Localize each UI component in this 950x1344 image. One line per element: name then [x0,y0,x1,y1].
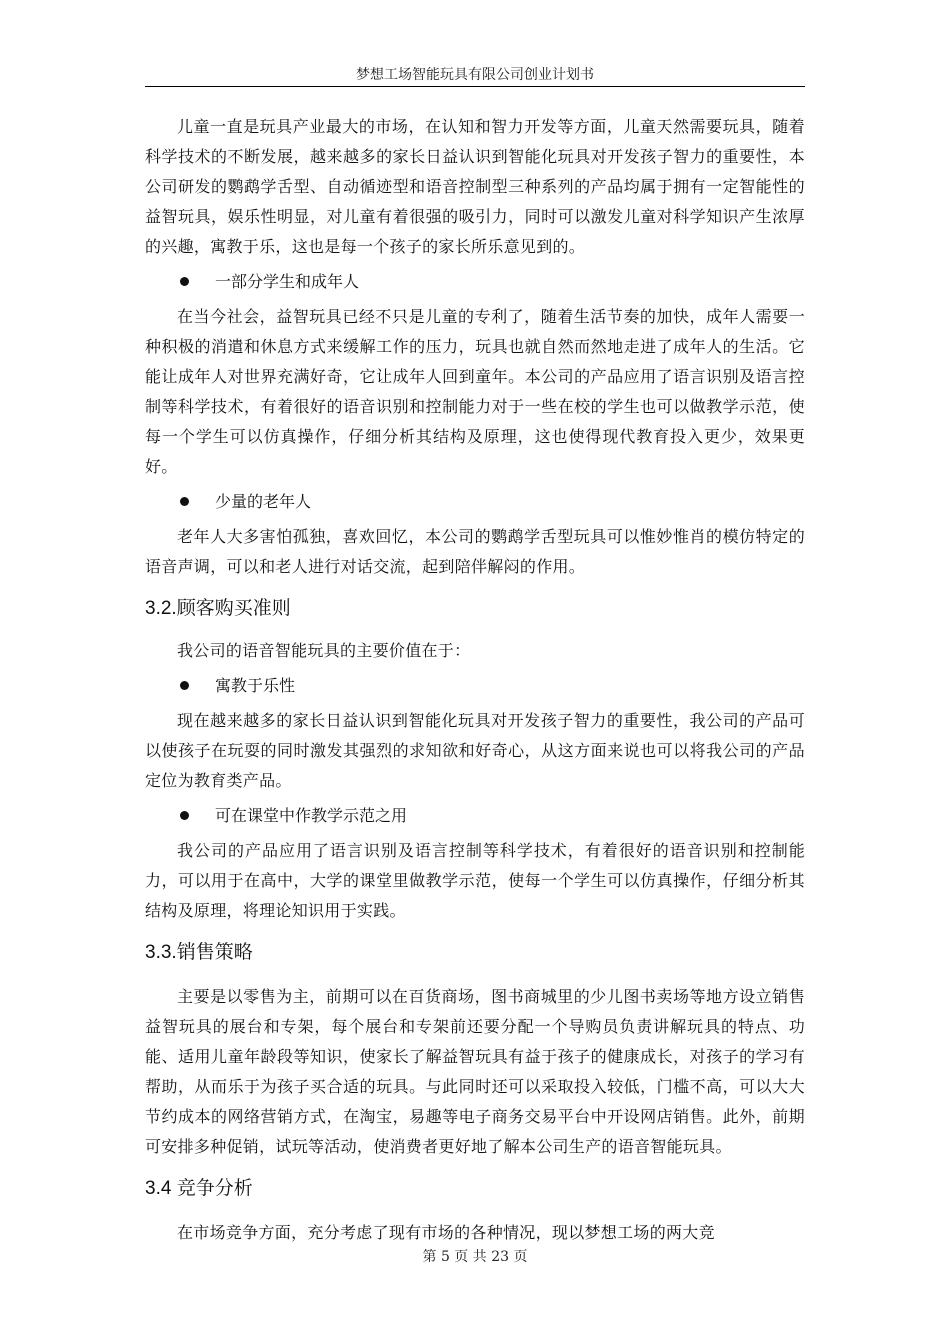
section-number: 3.3. [145,942,177,963]
bullet-item [145,267,805,297]
section-heading-3-4 [145,1174,805,1204]
paragraph: 我公司的语音智能玩具的主要价值在于： [177,641,471,660]
section-title: 销售策略 [176,942,253,963]
paragraph: 现在越来越多的家长日益认识到智能化玩具对开发孩子智力的重要性，我公司的产品可以使孩子在玩耍的同时激发其强烈的求知欲和好奇心，从这方面来说也可以将我公司的产品定位为教育类产品。 [145,711,805,790]
section-title: 顾客购买准则 [176,598,291,619]
page-body [145,112,805,1248]
bullet-text: 寓教于乐性 [215,676,296,695]
bullet-icon [180,497,189,506]
bullet-icon [180,811,189,820]
bullet-item [145,487,805,517]
page-footer: 第 5 页 共 23 页 [422,1249,528,1265]
paragraph: 老年人大多害怕孤独，喜欢回忆，本公司的鹦鹉学舌型玩具可以惟妙惟肖的模仿特定的语音声调，可以和老人进行对话交流，起到陪伴解闷的作用。 [145,527,805,576]
section-heading-3-2 [145,594,805,624]
bullet-icon [180,277,189,286]
header-rule [145,86,805,87]
bullet-text: 可在课堂中作教学示范之用 [215,806,408,825]
paragraph: 我公司的产品应用了语言识别及语言控制等科学技术，有着很好的语音识别和控制能力，可以用于在高中，大学的课堂里做教学示范，使每一个学生可以仿真操作，仔细分析其结构及原理，将理论知识用于实践。 [145,841,805,920]
bullet-icon [180,681,189,690]
paragraph: 在当今社会，益智玩具已经不只是儿童的专利了，随着生活节奏的加快，成年人需要一种积极的消遣和休息方式来缓解工作的压力，玩具也就自然而然地走进了成年人的生活。它能让成年人对世界充满好奇，它让成年人回到童年。本公司的产品应用了语言识别及语言控制等科学技术，有着很好的语音识别和控制能力对于一些在校的学生也可以做教学示范，使每一个学生可以仿真操作，仔细分析其结构及原理，这也使得现代教育投入更少，效果更好。 [145,307,805,476]
bullet-item [145,801,805,831]
bullet-text: 少量的老年人 [215,492,312,511]
section-title: 竞争分析 [176,1178,253,1199]
paragraph: 儿童一直是玩具产业最大的市场，在认知和智力开发等方面，儿童天然需要玩具，随着科学技术的不断发展，越来越多的家长日益认识到智能化玩具对开发孩子智力的重要性，本公司研发的鹦鹉学舌型、自动循迹型和语音控制型三种系列的产品均属于拥有一定智能性的益智玩具，娱乐性明显，对儿童有着很强的吸引力，同时可以激发儿童对科学知识产生浓厚的兴趣，寓教于乐，这也是每一个孩子的家长所乐意见到的。 [145,117,805,256]
bullet-item [145,671,805,701]
paragraph: 在市场竞争方面，充分考虑了现有市场的各种情况，现以梦想工场的两大竞 [177,1223,715,1242]
bullet-text: 一部分学生和成年人 [215,272,360,291]
paragraph: 主要是以零售为主，前期可以在百货商场，图书商城里的少儿图书卖场等地方设立销售益智玩具的展台和专架，每个展台和专架前还要分配一个导购员负责讲解玩具的特点、功能、适用儿童年龄段等知识，使家长了解益智玩具有益于孩子的健康成长，对孩子的学习有帮助，从而乐于为孩子买合适的玩具。与此同时还可以采取投入较低，门槛不高，可以大大节约成本的网络营销方式，在淘宝，易趣等电子商务交易平台中开设网店销售。此外，前期可安排多种促销，试玩等活动，使消费者更好地了解本公司生产的语音智能玩具。 [145,987,805,1156]
section-number: 3.4 [145,1178,172,1199]
page-header: 梦想工场智能玩具有限公司创业计划书 [356,67,594,83]
section-heading-3-3 [145,938,805,968]
section-number: 3.2. [145,598,177,619]
